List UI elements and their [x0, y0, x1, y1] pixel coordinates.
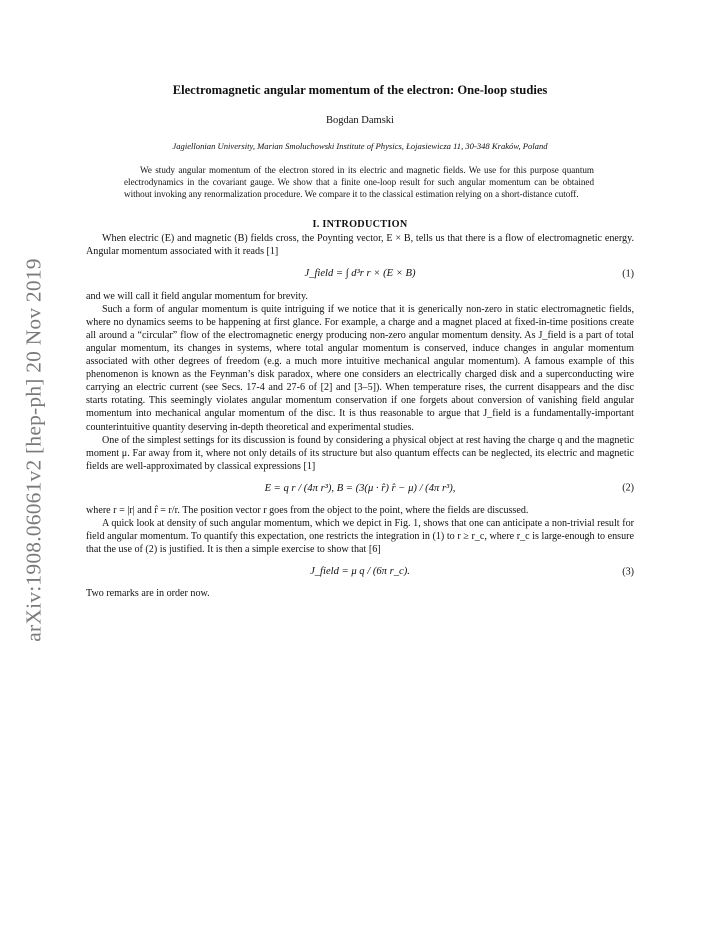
paper-affiliation: Jagiellonian University, Marian Smoluchowski Institute of Physics, Łojasiewicza 11, 30-348 Kraków, Poland — [172, 141, 548, 151]
paragraph-7: Two remarks are in order now. — [86, 588, 210, 600]
paper-title: Electromagnetic angular momentum of the electron: One-loop studies — [172, 83, 548, 97]
equation-1-number: (1) — [622, 268, 634, 280]
abstract — [124, 164, 594, 200]
equation-3 — [86, 565, 634, 578]
paragraph-5: where r = |r| and r̂ = r/r. The position vector r goes from the object to the point, where the fields are discussed. — [86, 504, 529, 516]
paper-author: Bogdan Damski — [326, 115, 394, 126]
equation-3-number: (3) — [622, 566, 634, 578]
equation-3-body: J_field = μ q / (6π r_c). — [310, 566, 410, 578]
abstract-text: We study angular momentum of the electron stored in its electric and magnetic fields. We use for this purpose quantum electrodynamics in the covariant gauge. We show that a finite one-loop result for such angular momentum can be obtained without invoking any renormalization procedure. We compare it to the classical estimation relying on a short-distance cutoff. — [124, 165, 594, 200]
paragraph-4: One of the simplest settings for its discussion is found by considering a physical object at rest having the charge q and the magnetic moment μ. Far away from it, where not only details of its structure but also quantum effects can be neglected, its electric and magnetic fields are well-approximated by classical expressions [1] — [86, 434, 634, 472]
paragraph-6: A quick look at density of such angular momentum, which we depict in Fig. 1, shows that one can anticipate a non-trivial result for field angular momentum. To quantify this expectation, one restricts the integration in (1) to r ≥ r_c, where r_c is large-enough to ensure that the use of (2) is justified. It is then a simple exercise to show that [6] — [86, 518, 634, 556]
section-heading: I. INTRODUCTION — [312, 219, 408, 231]
paper-content — [86, 80, 634, 601]
equation-2-body: E = q r / (4π r³), B = (3(μ · r̂) r̂ − μ) / (4π r³), — [264, 482, 456, 494]
equation-2 — [86, 482, 634, 495]
equation-2-number: (2) — [622, 482, 634, 494]
paragraph-1: When electric (E) and magnetic (B) fields cross, the Poynting vector, E × B, tells us that there is a flow of electromagnetic energy. Angular momentum associated with it reads [1] — [86, 233, 634, 258]
paragraph-3: Such a form of angular momentum is quite intriguing if we notice that it is generically non-zero in static electromagnetic fields, where no dynamics seems to be happening at first glance. For example, a charge and a magnet placed at fixed-in-time positions create all around a “circular” flow of the electromagnetic energy producing non-zero angular momentum density. As J_field is a part of total angular momentum, its changes in systems, where total angular momentum is conserved, induce changes in angular momentum associated with other degrees of freedom (e.g. a much more intuitive mechanical angular momentum). A famous example of this phenomenon is known as the Feynman’s disk paradox, where one considers an electrically charged disk and a superconducting wire carrying an electric current (see Secs. 17-4 and 27-6 of [2] and [3–5]). When temperature rises, the current disappears and the disc starts rotating. This seemingly violates angular momentum conservation if one forgets about conversion of vanishing field angular momentum into mechanical angular momentum of the disc. It is thus reasonable to argue that J_field is a fundamentally-important counterintuitive quantity deserving in-depth theoretical and experimental studies. — [86, 303, 634, 433]
body-text — [86, 232, 634, 600]
equation-1-body: J_field = ∫ d³r r × (E × B) — [304, 268, 416, 280]
paragraph-2: and we will call it field angular momentum for brevity. — [86, 290, 308, 302]
arxiv-identifier: arXiv:1908.06061v2 [hep-ph] 20 Nov 2019 — [21, 258, 46, 642]
equation-1 — [86, 267, 634, 280]
arxiv-sidebar — [6, 240, 62, 660]
